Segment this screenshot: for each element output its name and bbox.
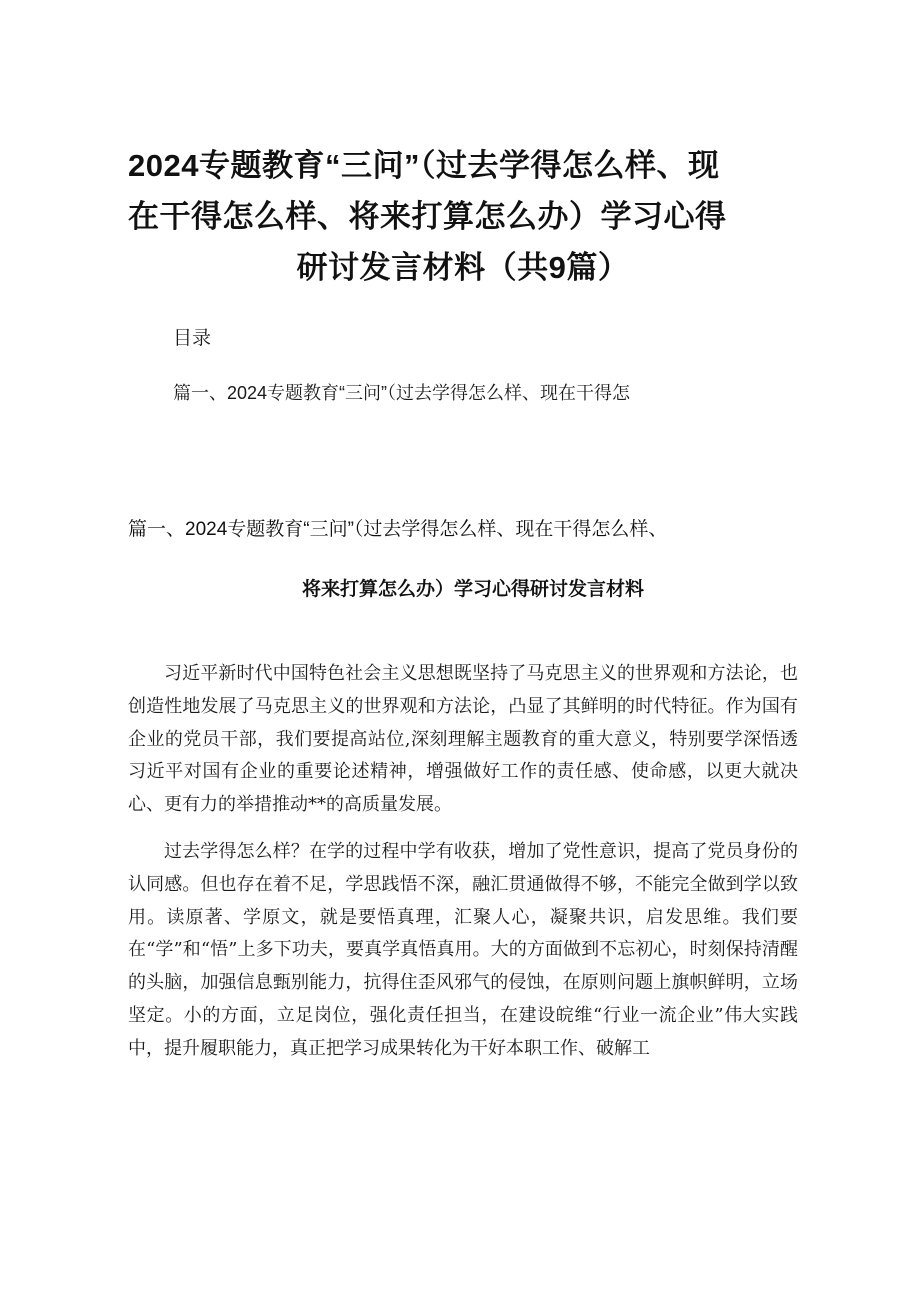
document-title-line-3: 研讨发言材料（共9篇） — [296, 250, 630, 285]
section-title-line-2: 将来打算怎么办）学习心得研讨发言材料 — [301, 579, 644, 600]
document-title-line-1: 2024专题教育“三问”（过去学得怎么样、现 — [128, 148, 720, 183]
toc-item-1[interactable]: 篇一、2024专题教育“三问”（过去学得怎么样、现在干得怎 — [173, 383, 631, 403]
toc-heading: 目录 — [173, 328, 212, 349]
body-paragraph-1: 习近平新时代中国特色社会主义思想既坚持了马克思主义的世界观和方法论，也创造性地发展了马克思主义的世界观和方法论，凸显了其鲜明的时代特征。作为国有企业的党员干部，我们要提高站位,深刻理解主题教育的重大意义，特别要学深悟透习近平对国有企业的重要论述精神，增强做好工作的责任感、使命感，以更大就决心、更有力的举措推动**的高质量发展。 — [128, 663, 798, 816]
document-title — [128, 140, 798, 293]
section-body — [128, 658, 798, 1080]
section-title — [128, 500, 798, 620]
body-paragraph-2: 过去学得怎么样？在学的过程中学有收获，增加了党性意识，提高了党员身份的认同感。但也存在着不足，学思践悟不深，融汇贯通做得不够，不能完全做到学以致用。读原著、学原文，就是要悟真理，汇聚人心，凝聚共识，启发思维。我们要在“学”和“悟”上多下功夫，要真学真悟真用。大的方面做到不忘初心，时刻保持清醒的头脑，加强信息甄别能力，抗得住歪风邪气的侵蚀，在原则问题上旗帜鲜明，立场坚定。小的方面，立足岗位，强化责任担当，在建设皖维“行业一流企业”伟大实践中，提升履职能力，真正把学习成果转化为干好本职工作、破解工 — [128, 840, 798, 1059]
section-title-line-1: 篇一、2024专题教育“三问”（过去学得怎么样、现在干得怎么样、 — [128, 519, 668, 540]
document-title-line-2: 在干得怎么样、将来打算怎么办）学习心得 — [128, 199, 727, 234]
